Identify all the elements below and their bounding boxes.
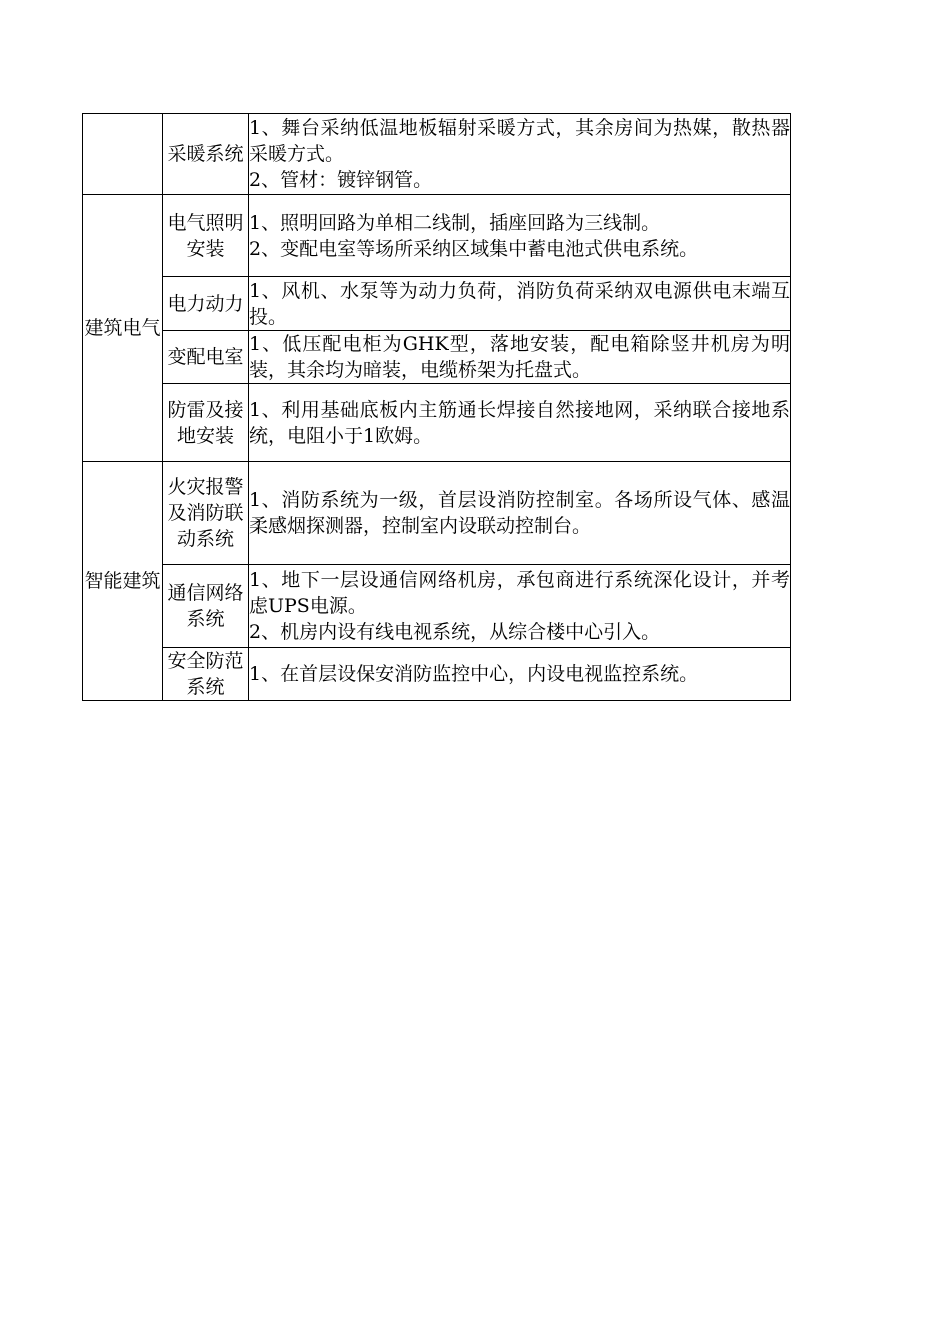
description-line: 1、照明回路为单相二线制，插座回路为三线制。 [249,211,661,234]
description-cell [249,462,791,565]
description-line: 1、在首层设保安消防监控中心，内设电视监控系统。 [249,663,699,685]
item-cell: 防雷及接地安装 [163,384,249,462]
specification-table [82,113,791,701]
item-cell: 电气照明安装 [163,195,249,277]
table-row [83,648,791,701]
description-line: 1、风机、水泵等为动力负荷，消防负荷采纳双电源供电末端互投。 [249,279,790,328]
description-cell [249,277,791,331]
description-line: 1、消防系统为一级，首层设消防控制室。各场所设气体、感温柔感烟探测器，控制室内设联动控制台。 [249,489,790,537]
item-cell: 安全防范系统 [163,648,249,701]
description-line: 1、低压配电柜为GHK型，落地安装，配电箱除竖井机房为明装，其余均为暗装，电缆桥架为托盘式。 [249,333,790,381]
description-line: 1、利用基础底板内主筋通长焊接自然接地网，采纳联合接地系统，电阻小于1欧姆。 [249,398,790,447]
table-row [83,331,791,384]
table-row [83,384,791,462]
description-line: 1、舞台采纳低温地板辐射采暖方式，其余房间为热媒，散热器采暖方式。 [249,117,790,165]
item-cell: 变配电室 [163,331,249,384]
description-line: 2、变配电室等场所采纳区域集中蓄电池式供电系统。 [249,237,699,260]
description-line: 1、地下一层设通信网络机房，承包商进行系统深化设计，并考虑UPS电源。 [249,569,790,617]
description-cell [249,648,791,701]
category-cell [83,114,163,195]
table-row [83,114,791,195]
table-row [83,565,791,648]
item-cell: 采暖系统 [163,114,249,195]
category-cell: 智能建筑 [83,462,163,701]
description-cell [249,565,791,648]
description-line: 2、机房内设有线电视系统，从综合楼中心引入。 [249,621,661,643]
table-row [83,277,791,331]
item-cell: 电力动力 [163,277,249,331]
description-line: 2、管材：镀锌钢管。 [249,169,433,191]
description-cell [249,114,791,195]
table-row [83,195,791,277]
description-cell [249,384,791,462]
description-cell [249,331,791,384]
category-cell: 建筑电气 [83,195,163,462]
description-cell [249,195,791,277]
table-row [83,462,791,565]
item-cell: 通信网络系统 [163,565,249,648]
item-cell: 火灾报警及消防联动系统 [163,462,249,565]
